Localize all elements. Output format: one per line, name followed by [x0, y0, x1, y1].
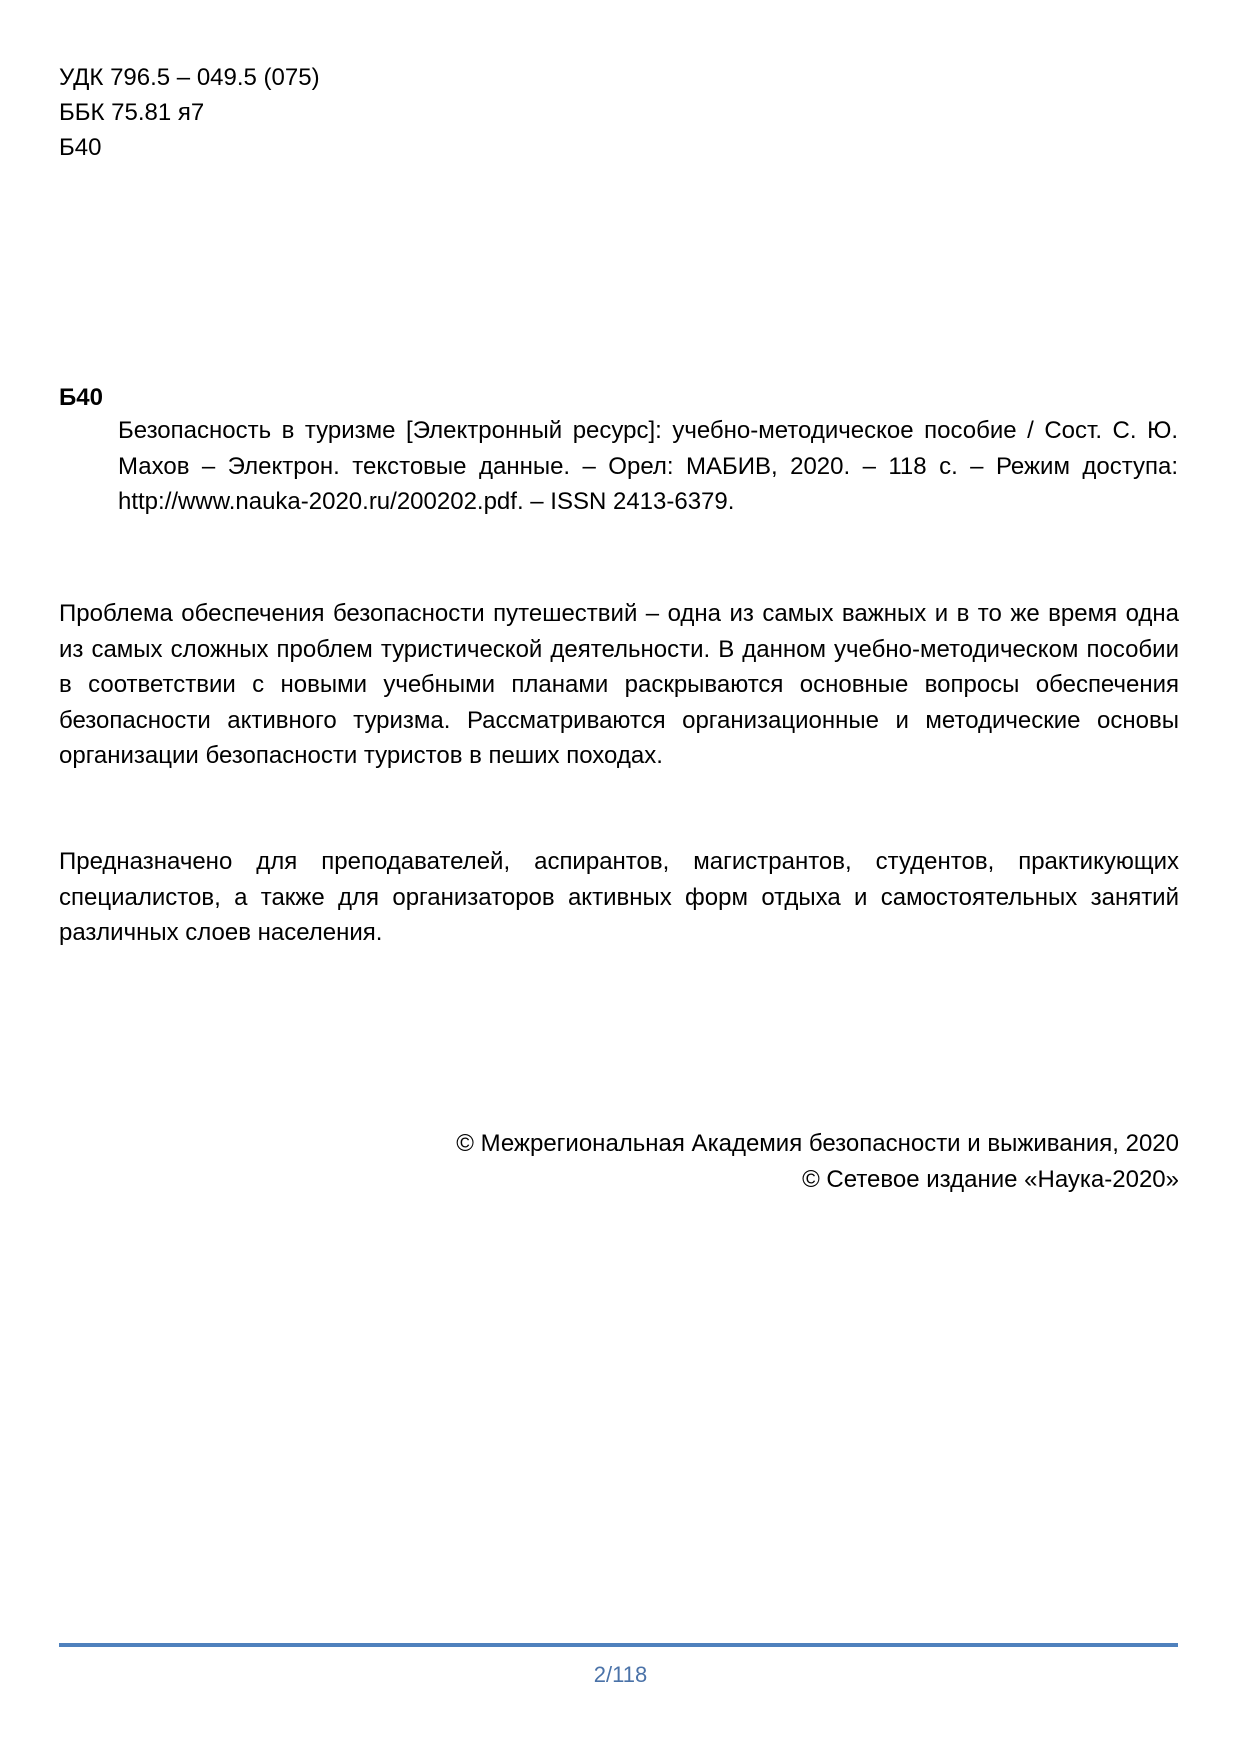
bibliographic-description: Безопасность в туризме [Электронный ресурс]: учебно-методическое пособие / Сост. С. Ю. Махов – Электрон. текстовые данные. – Орел: МАБИВ, 2020. – 118 с. – Режим доступа: http://www.nauka-2020.ru/200202.pdf. – ISSN 2413-6379. [118, 417, 1178, 515]
copyright-block [300, 1126, 1179, 1198]
udk-code: УДК 796.5 – 049.5 (075) [59, 64, 320, 91]
page-number: 2/118 [593, 1662, 648, 1687]
catalog-entry-code: Б40 [59, 384, 103, 411]
audience-paragraph: Предназначено для преподавателей, аспирантов, магистрантов, студентов, практикующих специалистов, а также для организаторов активных форм отдыха и самостоятельных занятий различных слоев населения. [59, 848, 1179, 946]
author-sign: Б40 [59, 134, 102, 161]
copyright-academy: © Межрегиональная Академия безопасности и выживания, 2020 [456, 1130, 1179, 1157]
bbk-code: ББК 75.81 я7 [59, 99, 205, 126]
classification-codes [59, 60, 320, 165]
copyright-publication: © Сетевое издание «Наука-2020» [802, 1166, 1179, 1193]
abstract-paragraph: Проблема обеспечения безопасности путешествий – одна из самых важных и в то же время одна из самых сложных проблем туристической деятельности. В данном учебно-методическом пособии в соответствии с новыми учебными планами раскрываются основные вопросы обеспечения безопасности активного туризма. Рассматриваются организационные и методические основы организации безопасности туристов в пеших походах. [59, 600, 1179, 769]
footer-divider [59, 1643, 1178, 1647]
